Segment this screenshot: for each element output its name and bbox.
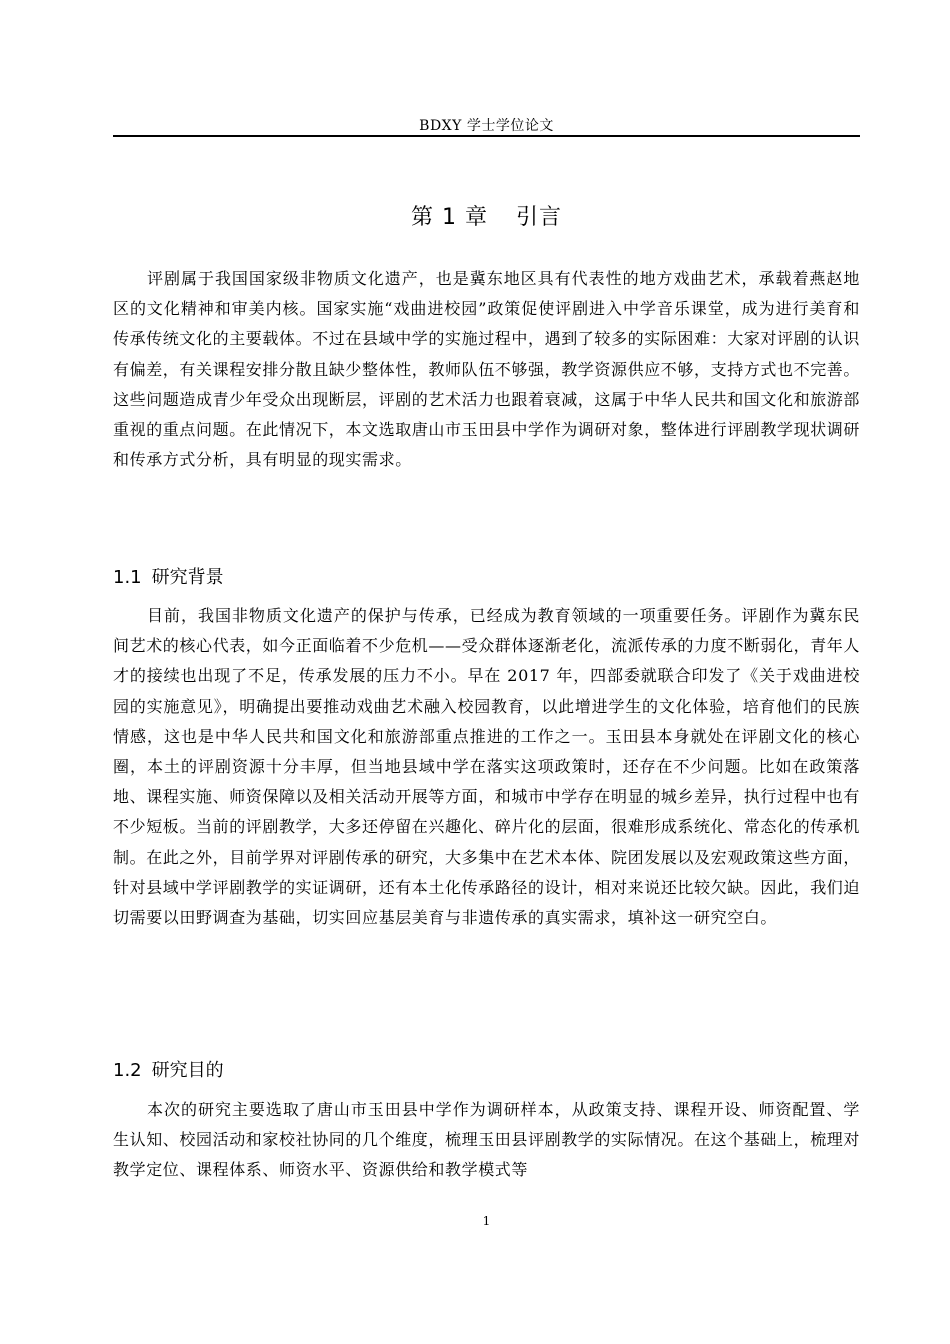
section-title: 研究背景 (151, 567, 224, 588)
section-number: 1.1 (113, 567, 142, 588)
header-rule (113, 135, 860, 137)
intro-paragraph: 评剧属于我国国家级非物质文化遗产，也是冀东地区具有代表性的地方戏曲艺术，承载着燕赵地区的文化精神和审美内核。国家实施“戏曲进校园”政策促使评剧进入中学音乐课堂，成为进行美育和传承传统文化的主要载体。不过在县域中学的实施过程中，遇到了较多的实际困难：大家对评剧的认识有偏差，有关课程安排分散且缺少整体性，教师队伍不够强，教学资源供应不够，支持方式也不完善。这些问题造成青少年受众出现断层，评剧的艺术活力也跟着衰减，这属于中华人民共和国文化和旅游部重视的重点问题。在此情况下，本文选取唐山市玉田县中学作为调研对象，整体进行评剧教学现状调研和传承方式分析，具有明显的现实需求。 (113, 269, 861, 470)
section-heading-1-1 (113, 565, 860, 591)
section-1-1-paragraph: 目前，我国非物质文化遗产的保护与传承，已经成为教育领域的一项重要任务。评剧作为冀东民间艺术的核心代表，如今正面临着不少危机——受众群体逐渐老化，流派传承的力度不断弱化，青年人才的接续也出现了不足，传承发展的压力不小。早在 2017 年，四部委就联合印发了《关于戏曲进校园的实施意见》，明确提出要推动戏曲艺术融入校园教育，以此增进学生的文化体验，培育他们的民族情感，这也是中华人民共和国文化和旅游部重点推进的工作之一。玉田县本身就处在评剧文化的核心圈，本土的评剧资源十分丰厚，但当地县域中学在落实这项政策时，还存在不少问题。比如在政策落地、课程实施、师资保障以及相关活动开展等方面，和城市中学存在明显的城乡差异，执行过程中也有不少短板。当前的评剧教学，大多还停留在兴趣化、碎片化的层面，很难形成系统化、常态化的传承机制。在此之外，目前学界对评剧传承的研究，大多集中在艺术本体、院团发展以及宏观政策这些方面，针对县域中学评剧教学的实证调研，还有本土化传承路径的设计，相对来说还比较欠缺。因此，我们迫切需要以田野调查为基础，切实回应基层美育与非遗传承的真实需求，填补这一研究空白。 (113, 606, 861, 928)
section-title: 研究目的 (151, 1060, 224, 1081)
chapter-title (113, 203, 860, 233)
chapter-number: 第 1 章 (411, 205, 488, 230)
section-heading-1-2 (113, 1058, 860, 1084)
page-number: 1 (482, 1214, 491, 1228)
chapter-name: 引言 (515, 205, 562, 230)
section-1-2-paragraph: 本次的研究主要选取了唐山市玉田县中学作为调研样本，从政策支持、课程开设、师资配置、学生认知、校园活动和家校社协同的几个维度，梳理玉田县评剧教学的实际情况。在这个基础上，梳理对教学定位、课程体系、师资水平、资源供给和教学模式等 (113, 1100, 861, 1180)
running-header: BDXY 学士学位论文 (419, 118, 554, 134)
section-number: 1.2 (113, 1060, 142, 1081)
